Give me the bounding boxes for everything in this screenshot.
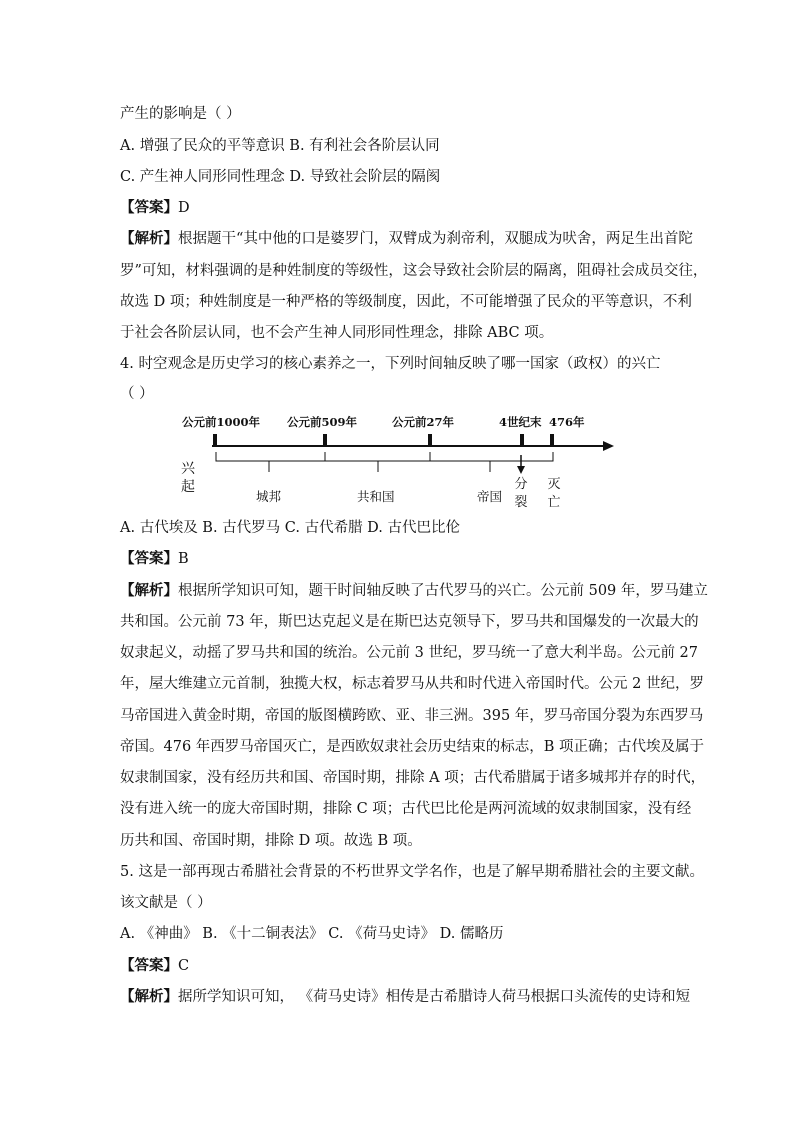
q4-analysis-line-8: 没有进入统一的庞大帝国时期，排除 C 项；古代巴比伦是两河流域的奴隶制国家，没有经 xyxy=(120,801,692,817)
q5-stem-line-2: 该文献是（ ） xyxy=(120,895,212,911)
timeline-period-city-state: 城邦 xyxy=(256,489,282,504)
answer-tag: 【答案】 xyxy=(120,957,178,974)
timeline-label-1000bc: 公元前1000年 xyxy=(182,415,261,429)
q5-answer xyxy=(120,956,189,976)
q3-analysis-line-3: 故选 D 项；种姓制度是一种严格的等级制度，因此，不可能增强了民众的平等意识，不利 xyxy=(120,294,692,310)
q4-analysis-line-6: 帝国。476 年西罗马帝国灭亡，是西欧奴隶社会历史结束的标志，B 项正确；古代埃及属于 xyxy=(120,739,705,755)
q3-answer xyxy=(120,198,190,218)
q4-stem-line-2: （ ） xyxy=(120,386,154,402)
timeline-split-label: 分 裂 xyxy=(514,477,528,510)
q3-analysis-line-4: 于社会各阶层认同，也不会产生神人同形同性理念，排除 ABC 项。 xyxy=(120,325,554,341)
timeline-label-476ad: 476年 xyxy=(549,415,585,429)
q5-analysis-line-1 xyxy=(120,987,690,1007)
q4-analysis-line-7: 奴隶制国家，没有经历共和国、帝国时期，排除 A 项；古代希腊属于诸多城邦并存的时代， xyxy=(120,770,706,786)
timeline-label-4th-century: 4世纪末 xyxy=(499,415,542,429)
timeline-period-empire: 帝国 xyxy=(477,489,503,504)
timeline-label-509bc: 公元前509年 xyxy=(287,415,358,429)
q5-options: A. 《神曲》 B. 《十二铜表法》 C. 《荷马史诗》 D. 儒略历 xyxy=(120,926,504,942)
q3-analysis-line-1 xyxy=(120,229,693,249)
q3-options-cd: C. 产生神人同形同性理念 D. 导致社会阶层的隔阂 xyxy=(120,169,441,185)
timeline-period-republic: 共和国 xyxy=(357,489,395,504)
q4-analysis-line-2: 共和国。公元前 73 年，斯巴达克起义是在斯巴达克领导下，罗马共和国爆发的一次最大的 xyxy=(120,614,699,630)
q4-analysis-line-3: 奴隶起义，动摇了罗马共和国的统治。公元前 3 世纪，罗马统一了意大利半岛。公元前 27 xyxy=(120,645,698,661)
q4-analysis-line-4: 年，屋大维建立元首制，独揽大权，标志着罗马从共和时代进入帝国时代。公元 2 世纪，罗 xyxy=(120,676,704,692)
q4-answer xyxy=(120,549,189,569)
answer-value: D xyxy=(178,200,190,216)
analysis-tag: 【解析】 xyxy=(120,988,178,1005)
answer-value: C xyxy=(178,958,190,974)
timeline-fall-label: 灭 亡 xyxy=(547,477,561,510)
q4-stem-line-1: 4. 时空观念是历史学习的核心素养之一，下列时间轴反映了哪一国家（政权）的兴亡 xyxy=(120,356,661,372)
analysis-tag: 【解析】 xyxy=(120,230,178,247)
q4-analysis-line-5: 马帝国进入黄金时期，帝国的版图横跨欧、亚、非三洲。395 年，罗马帝国分裂为东西罗马 xyxy=(120,708,704,724)
q3-stem-continuation: 产生的影响是（ ） xyxy=(120,106,241,122)
timeline-rise-label: 兴 起 xyxy=(181,461,195,495)
q4-options: A. 古代埃及 B. 古代罗马 C. 古代希腊 D. 古代巴比伦 xyxy=(120,520,461,536)
answer-tag: 【答案】 xyxy=(120,199,178,216)
analysis-text: 根据所学知识可知，题干时间轴反映了古代罗马的兴亡。公元前 509 年，罗马建立 xyxy=(178,583,708,599)
q5-stem-line-1: 5. 这是一部再现古希腊社会背景的不朽世界文学名作，也是了解早期希腊社会的主要文献。 xyxy=(120,864,704,880)
timeline-label-27bc: 公元前27年 xyxy=(392,415,455,429)
q4-analysis-line-1 xyxy=(120,581,708,601)
analysis-tag: 【解析】 xyxy=(120,582,178,599)
answer-tag: 【答案】 xyxy=(120,550,178,567)
answer-value: B xyxy=(178,551,189,567)
analysis-text: 根据题干“其中他的口是婆罗门，双臂成为刹帝利，双腿成为吠舍，两足生出首陀 xyxy=(178,231,693,247)
q3-analysis-line-2: 罗”可知，材料强调的是种姓制度的等级性，这会导致社会阶层的隔离，阻碍社会成员交往， xyxy=(120,263,708,279)
q4-analysis-line-9: 历共和国、帝国时期，排除 D 项。故选 B 项。 xyxy=(120,833,422,849)
analysis-text: 据所学知识可知， 《荷马史诗》相传是古希腊诗人荷马根据口头流传的史诗和短 xyxy=(178,989,691,1005)
q3-options-ab: A. 增强了民众的平等意识 B. 有利社会各阶层认同 xyxy=(120,138,440,154)
